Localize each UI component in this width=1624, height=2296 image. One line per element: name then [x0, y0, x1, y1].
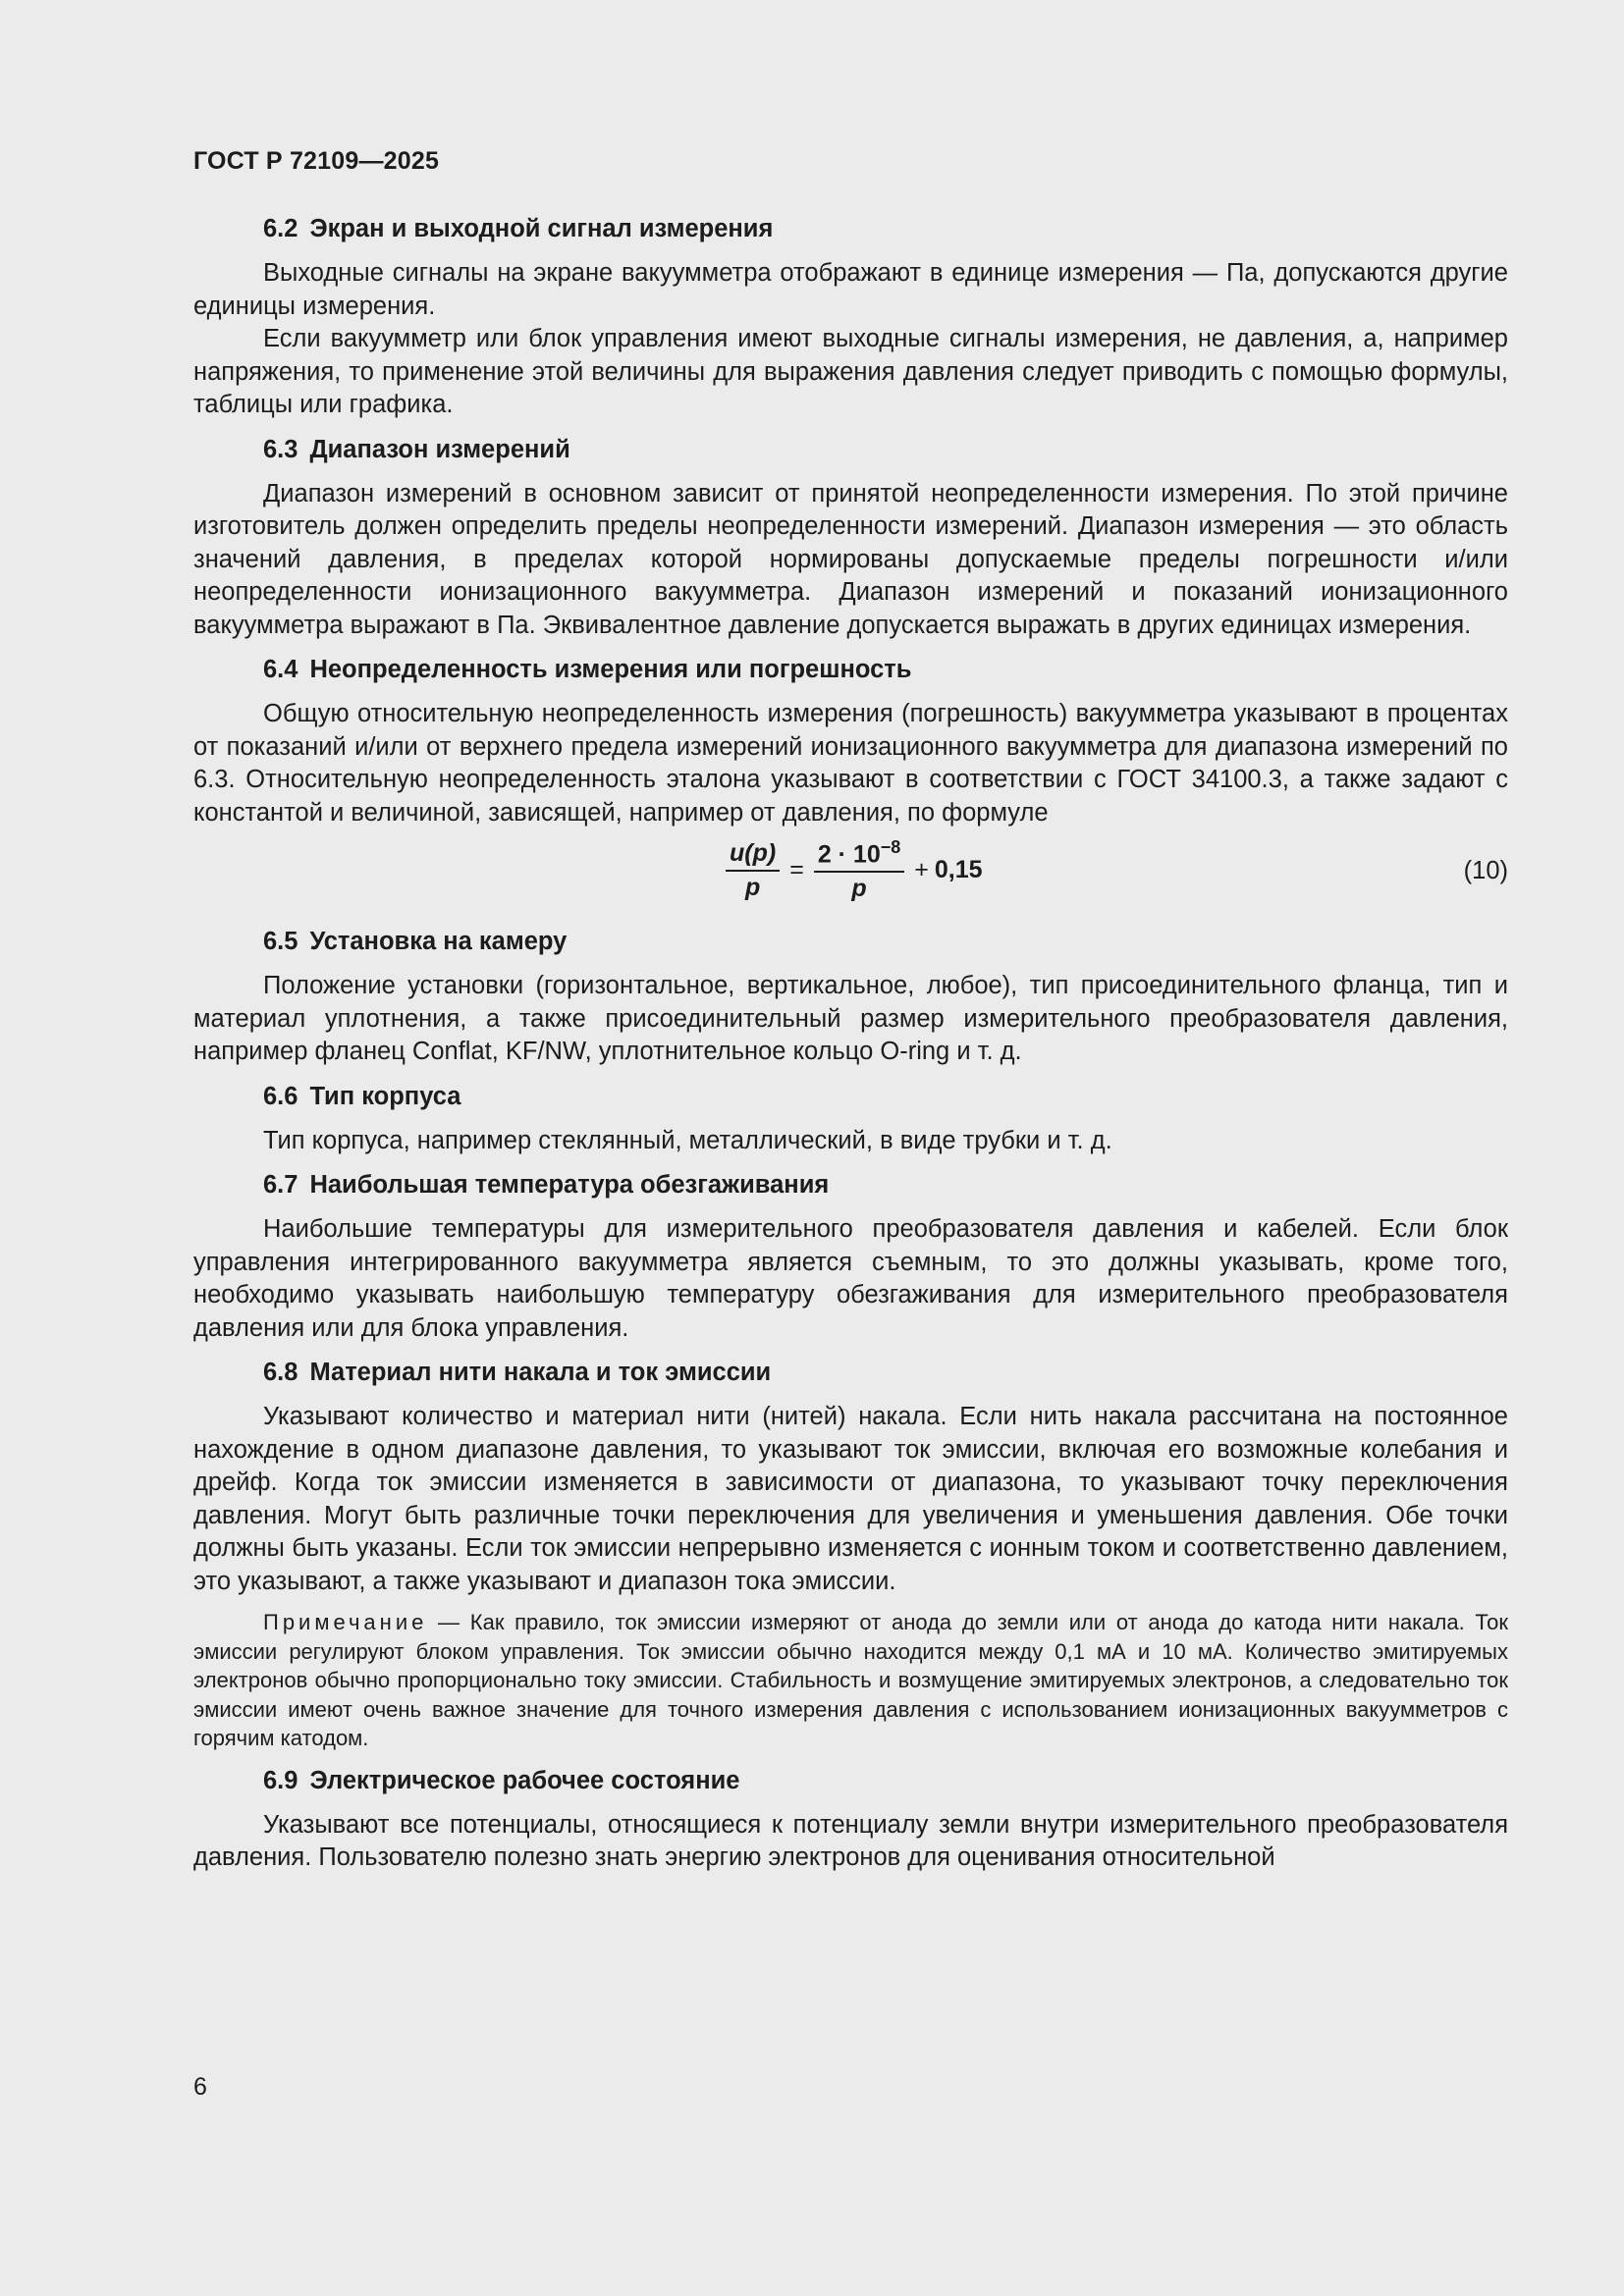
exponent: −8 — [880, 837, 901, 857]
section-number: 6.9 — [263, 1766, 298, 1794]
section-number: 6.5 — [263, 928, 298, 955]
section-title: Материал нити накала и ток эмиссии — [309, 1359, 772, 1386]
section-heading — [263, 656, 1508, 684]
section-number: 6.8 — [263, 1359, 298, 1386]
section-6-8 — [193, 1359, 1508, 1753]
section-number: 6.6 — [263, 1082, 298, 1110]
section-6-4 — [193, 656, 1508, 906]
paragraph: Указывают количество и материал нити (нитей) накала. Если нить накала рассчитана на постоянное нахождение в одном диапазоне давления, то указывают ток эмиссии, включая его возможные колебания и дрейф. Когда ток эмиссии изменяется в зависимости от диапазона, то указывают точку переключения давления. Могут быть различные точки переключения для увеличения и уменьшения давления. Обе точки должны быть указаны. Если ток эмиссии непрерывно изменяется с ионным током и соответственно давлением, это указывают, а также указывают и диапазон тока эмиссии. — [193, 1403, 1508, 1595]
section-heading — [263, 1359, 1508, 1387]
equation-number: (10) — [1463, 857, 1508, 884]
section-title: Неопределенность измерения или погрешность — [309, 656, 912, 683]
section-number: 6.3 — [263, 435, 298, 463]
fraction-numerator: u(p) — [726, 839, 780, 872]
paragraph: Если вакуумметр или блок управления имеют выходные сигналы измерения, не давления, а, например напряжения, то применение этой величины для выражения давления следует приводить с помощью формулы, таблицы или графика. — [193, 325, 1508, 418]
section-6-2 — [193, 215, 1508, 422]
section-title: Установка на камеру — [309, 928, 568, 955]
section-heading — [263, 1767, 1508, 1795]
section-title: Экран и выходной сигнал измерения — [309, 215, 774, 242]
section-heading — [263, 928, 1508, 956]
plus-sign: + — [914, 856, 929, 884]
section-heading — [263, 215, 1508, 243]
section-6-3 — [193, 436, 1508, 643]
fraction-denominator: p — [851, 875, 867, 903]
constant: 0,15 — [934, 856, 983, 884]
note — [193, 1608, 1508, 1753]
equals-sign: = — [789, 856, 804, 884]
section-number: 6.2 — [263, 215, 298, 242]
document-page — [193, 147, 1508, 1875]
paragraph: Выходные сигналы на экране вакуумметра отображают в единице измерения — Па, допускаются другие единицы измерения. — [193, 259, 1508, 320]
fraction-lhs — [726, 839, 780, 902]
note-label: Примечание — [263, 1610, 428, 1634]
paragraph: Тип корпуса, например стеклянный, металлический, в виде трубки и т. д. — [263, 1126, 1112, 1154]
paragraph: Диапазон измерений в основном зависит от принятой неопределенности измерения. По этой причине изготовитель должен определить пределы неопределенности измерений. Диапазон измерения — это область значений давления, в пределах которой нормированы допускаемые пределы погрешности и/или неопределенности ионизационного вакуумметра. Диапазон измерений и показаний ионизационного вакуумметра выражают в Па. Эквивалентное давление допускается выражать в других единицах измерения. — [193, 479, 1508, 639]
document-header: ГОСТ Р 72109—2025 — [193, 147, 440, 175]
page-number: 6 — [193, 2073, 207, 2101]
fraction-numerator — [814, 837, 904, 873]
section-title: Тип корпуса — [309, 1082, 461, 1110]
section-heading — [263, 1171, 1508, 1200]
paragraph: Общую относительную неопределенность измерения (погрешность) вакуумметра указывают в процентах от показаний и/или от верхнего предела измерений ионизационного вакуумметра для диапазона измерений по 6.3. Относительную неопределенность эталона указывают в соответствии с ГОСТ 34100.3, а также задают с константой и величиной, зависящей, например от давления, по формуле — [193, 700, 1508, 827]
formula — [722, 837, 983, 903]
coefficient: 2 · 10 — [817, 840, 881, 869]
section-6-5 — [193, 928, 1508, 1069]
section-title: Диапазон измерений — [309, 435, 570, 463]
paragraph: Указывают все потенциалы, относящиеся к потенциалу земли внутри измерительного преобразователя давления. Пользователю полезно знать энергию электронов для оценивания относительной — [193, 1810, 1508, 1871]
paragraph: Положение установки (горизонтальное, вертикальное, любое), тип присоединительного фланца, тип и материал уплотнения, а также присоединительный размер измерительного преобразователя давления, например фланец Conflat, KF/NW, уплотнительное кольцо O-ring и т. д. — [193, 972, 1508, 1065]
paragraph: Наибольшие температуры для измерительного преобразователя давления и кабелей. Если блок управления интегрированного вакуумметра является съемным, то это должны указывать, кроме того, необходимо указывать наибольшую температуру обезгаживания для измерительного преобразователя давления или для блока управления. — [193, 1215, 1508, 1342]
section-heading — [263, 1083, 1508, 1111]
section-title: Электрическое рабочее состояние — [309, 1766, 740, 1794]
section-6-7 — [193, 1171, 1508, 1345]
section-6-9 — [193, 1767, 1508, 1875]
fraction-denominator: p — [744, 873, 761, 901]
section-number: 6.4 — [263, 656, 298, 683]
formula-10 — [193, 837, 1508, 906]
section-title: Наибольшая температура обезгаживания — [309, 1171, 830, 1199]
section-6-6 — [193, 1083, 1508, 1158]
fraction-rhs — [814, 837, 904, 903]
section-heading — [263, 436, 1508, 464]
section-number: 6.7 — [263, 1171, 298, 1199]
note-text: — Как правило, ток эмиссии измеряют от анода до земли или от анода до катода нити накала. Ток эмиссии регулируют блоком управления. Ток эмиссии обычно находится между 0,1 мА и 10 мА. Количество эмитируемых электронов обычно пропорционально току эмиссии. Стабильность и возмущение эмитируемых электронов, а следовательно ток эмиссии имеют очень важное значение для точного измерения давления с использованием ионизационных вакуумметров с горячим катодом. — [193, 1610, 1508, 1750]
